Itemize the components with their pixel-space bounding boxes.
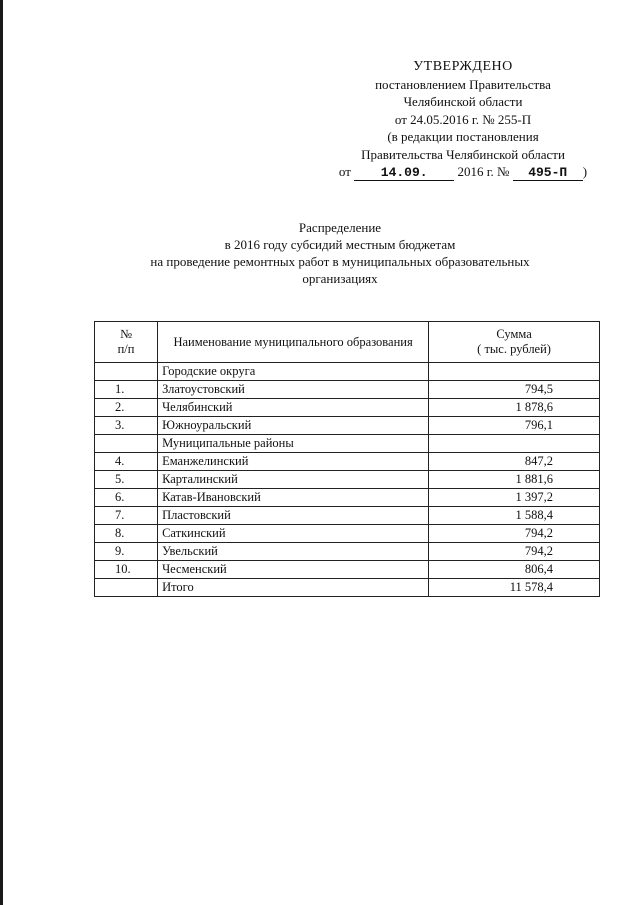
row-sum: 847,2 xyxy=(429,453,600,471)
total-label: Итого xyxy=(158,579,429,597)
header-name: Наименование муниципального образования xyxy=(158,322,429,363)
approval-line: (в редакции постановления xyxy=(387,129,539,144)
row-sum: 794,2 xyxy=(429,543,600,561)
row-sum: 796,1 xyxy=(429,417,600,435)
table-row xyxy=(95,417,600,435)
header-number xyxy=(95,322,158,363)
row-name: Чесменский xyxy=(158,561,429,579)
title-line: организациях xyxy=(302,271,378,286)
year-text: 2016 г. № xyxy=(457,164,510,179)
row-number: 6. xyxy=(95,489,158,507)
table-row xyxy=(95,561,600,579)
subsidy-table xyxy=(94,321,600,597)
table-row xyxy=(95,525,600,543)
header-sum xyxy=(429,322,600,363)
row-sum: 1 397,2 xyxy=(429,489,600,507)
section-row xyxy=(95,435,600,453)
row-number: 8. xyxy=(95,525,158,543)
table-row xyxy=(95,507,600,525)
approval-header: УТВЕРЖДЕНО xyxy=(413,59,513,74)
row-name: Еманжелинский xyxy=(158,453,429,471)
filled-date: 14.09. xyxy=(354,166,454,181)
total-sum: 11 578,4 xyxy=(429,579,600,597)
table-row xyxy=(95,471,600,489)
row-number: 5. xyxy=(95,471,158,489)
header-number-abbr: п/п xyxy=(117,342,135,356)
table-row xyxy=(95,453,600,471)
row-name: Челябинский xyxy=(158,399,429,417)
row-number: 9. xyxy=(95,543,158,561)
approval-line: от 24.05.2016 г. № 255-П xyxy=(394,111,532,127)
header-number-symbol: № xyxy=(120,327,132,341)
row-sum: 794,2 xyxy=(429,525,600,543)
row-sum: 1 588,4 xyxy=(429,507,600,525)
title-line: на проведение ремонтных работ в муниципальных образовательных xyxy=(150,254,530,269)
total-row xyxy=(95,579,600,597)
row-number: 4. xyxy=(95,453,158,471)
header-sum-title: Сумма xyxy=(496,327,532,341)
table-header-row xyxy=(95,322,600,363)
row-name: Златоустовский xyxy=(158,381,429,399)
approval-block xyxy=(338,58,588,181)
amendment-date-line xyxy=(338,163,588,181)
approval-line: Правительства Челябинской области xyxy=(361,146,565,162)
row-name: Пластовский xyxy=(158,507,429,525)
section-row xyxy=(95,363,600,381)
row-sum: 794,5 xyxy=(429,381,600,399)
title-line: в 2016 году субсидий местным бюджетам xyxy=(224,237,456,252)
closing-paren: ) xyxy=(582,164,588,179)
row-name: Карталинский xyxy=(158,471,429,489)
row-sum: 1 881,6 xyxy=(429,471,600,489)
scan-left-edge xyxy=(0,0,3,905)
document-title xyxy=(90,219,590,287)
row-sum: 1 878,6 xyxy=(429,399,600,417)
approval-line: постановлением Правительства xyxy=(375,76,551,92)
table-row xyxy=(95,399,600,417)
header-sum-unit: ( тыс. рублей) xyxy=(477,342,551,356)
row-name: Катав-Ивановский xyxy=(158,489,429,507)
row-sum: 806,4 xyxy=(429,561,600,579)
table-row xyxy=(95,543,600,561)
table-row xyxy=(95,381,600,399)
row-number: 3. xyxy=(95,417,158,435)
row-number: 2. xyxy=(95,399,158,417)
approval-line: Челябинской области xyxy=(403,94,523,109)
section-label: Городские округа xyxy=(158,363,429,381)
table-row xyxy=(95,489,600,507)
row-name: Южноуральский xyxy=(158,417,429,435)
filled-number: 495-П xyxy=(513,166,583,181)
section-label: Муниципальные районы xyxy=(158,435,429,453)
row-number: 10. xyxy=(95,561,158,579)
row-name: Увельский xyxy=(158,543,429,561)
title-line: Распределение xyxy=(298,220,382,235)
row-number: 7. xyxy=(95,507,158,525)
row-number: 1. xyxy=(95,381,158,399)
date-prefix: от xyxy=(338,164,351,179)
row-name: Саткинский xyxy=(158,525,429,543)
